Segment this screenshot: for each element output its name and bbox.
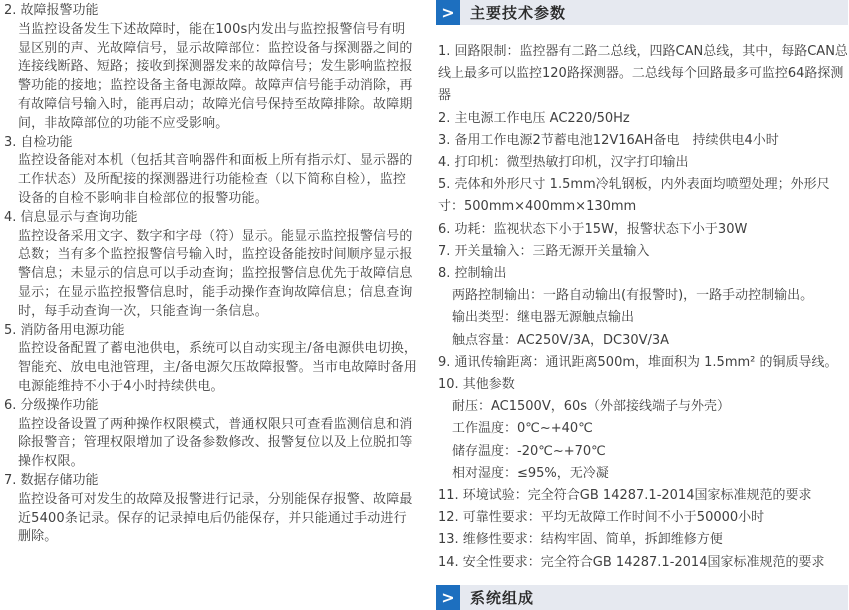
feature-heading: 4. 信息显示与查询功能 <box>4 209 138 225</box>
spec-item: 1. 回路限制：监控器有二路二总线，四路CAN总线，其中，每路CAN总线上最多可以监控120路探测器。二总线每个回路最多可监控64路探测器 <box>438 44 848 104</box>
spec-column <box>436 0 848 607</box>
chevron-right-icon: > <box>436 585 460 610</box>
spec-sub-item: 耐压：AC1500V，60s（外部接线端子与外壳） <box>452 399 731 415</box>
spec-item: 6. 功耗：监视状态下小于15W，报警状态下小于30W <box>438 221 748 237</box>
spec-item: 8. 控制输出 <box>438 266 507 282</box>
section-header-specs <box>436 0 848 25</box>
spec-item: 13. 维修性要求：结构牢固、简单，拆卸维修方便 <box>438 532 723 548</box>
spec-item: 14. 安全性要求：完全符合GB 14287.1-2014国家标准规范的要求 <box>438 554 825 570</box>
feature-heading: 2. 故障报警功能 <box>4 3 99 18</box>
spec-item: 9. 通讯传输距离：通讯距离500m，堆面积为 1.5mm² 的铜质导线。 <box>438 354 838 370</box>
feature-heading: 7. 数据存储功能 <box>4 472 99 488</box>
feature-description: 监控设备设置了两种操作权限模式，普通权限只可查看监测信息和消除报警音；管理权限增加了设备参数修改、报警复位以及上位脱扣等操作权限。 <box>18 416 413 470</box>
spec-item: 12. 可靠性要求：平均无故障工作时间不小于50000小时 <box>438 510 765 526</box>
spec-item: 2. 主电源工作电压 AC220/50Hz <box>438 110 630 126</box>
spec-sub-item: 工作温度：0℃~+40℃ <box>452 421 593 437</box>
feature-heading: 3. 自检功能 <box>4 134 73 150</box>
section-title: 主要技术参数 <box>470 4 567 22</box>
spec-sub-item: 输出类型：继电器无源触点输出 <box>452 310 635 326</box>
spec-item: 10. 其他参数 <box>438 377 515 393</box>
feature-description: 监控设备采用文字、数字和字母（符）显示。能显示监控报警信号的总数；当有多个监控报警信号输入时，监控设备能按时间顺序显示报警信息；未显示的信息可以手动查询；监控报警信息优先于故障信息显示；在显示监控报警信息时，能手动操作查询故障信息；信息查询时，每手动查询一次，只能查询一条信息。 <box>18 228 413 319</box>
feature-description: 当监控设备发生下述故障时，能在100s内发出与监控报警信号有明显区别的声、光故障信号，显示故障部位：监控设备与探测器之间的连接线断路、短路；接收到探测器发来的故障信号；发生影响监控报警功能的接地；监控设备主备电源故障。故障声信号能手动消除，再有故障信号输入时，能再启动；故障光信号保持至故障排除。故障期间，非故障部位的功能不应受影响。 <box>18 21 413 131</box>
spec-item: 4. 打印机：微型热敏打印机，汉字打印输出 <box>438 155 689 171</box>
feature-description: 监控设备配置了蓄电池供电，系统可以自动实现主/备电源供电切换，智能充、放电电池管理，主/备电源欠压故障报警。当市电故障时备用电源能维持不小于4小时持续供电。 <box>18 341 418 394</box>
section-title: 系统组成 <box>470 589 535 607</box>
spec-sub-item: 两路控制输出：一路自动输出(有报警时)，一路手动控制输出。 <box>452 288 814 304</box>
spec-sub-item: 触点容量：AC250V/3A，DC30V/3A <box>452 332 670 348</box>
spec-item: 7. 开关量输入：三路无源开关量输入 <box>438 243 650 259</box>
chevron-right-icon: > <box>436 0 460 25</box>
spec-item: 3. 备用工作电源2节蓄电池12V16AH备电 持续供电4小时 <box>438 132 779 148</box>
section-header-composition <box>436 585 848 610</box>
spec-item: 5. 壳体和外形尺寸 1.5mm冷轧钢板，内外表面均喷塑处理；外形尺寸：500mm×400mm×130mm <box>438 177 830 215</box>
feature-description: 监控设备可对发生的故障及报警进行记录，分别能保存报警、故障最近5400条记录。保存的记录掉电后仍能保存，并只能通过手动进行删除。 <box>18 491 413 545</box>
feature-heading: 6. 分级操作功能 <box>4 397 99 413</box>
spec-item: 11. 环境试验：完全符合GB 14287.1-2014国家标准规范的要求 <box>438 488 812 504</box>
spec-list <box>436 41 848 574</box>
feature-description: 监控设备能对本机（包括其音响器件和面板上所有指示灯、显示器的工作状态）及所配接的探测器进行功能检查（以下简称自检），监控设备的自检不影响非自检部位的报警功能。 <box>18 153 413 206</box>
feature-heading: 5. 消防备用电源功能 <box>4 322 125 338</box>
spec-sub-item: 储存温度：-20℃~+70℃ <box>452 443 606 459</box>
feature-list <box>0 2 418 547</box>
spec-sub-item: 相对湿度：≤95%，无冷凝 <box>452 465 609 481</box>
